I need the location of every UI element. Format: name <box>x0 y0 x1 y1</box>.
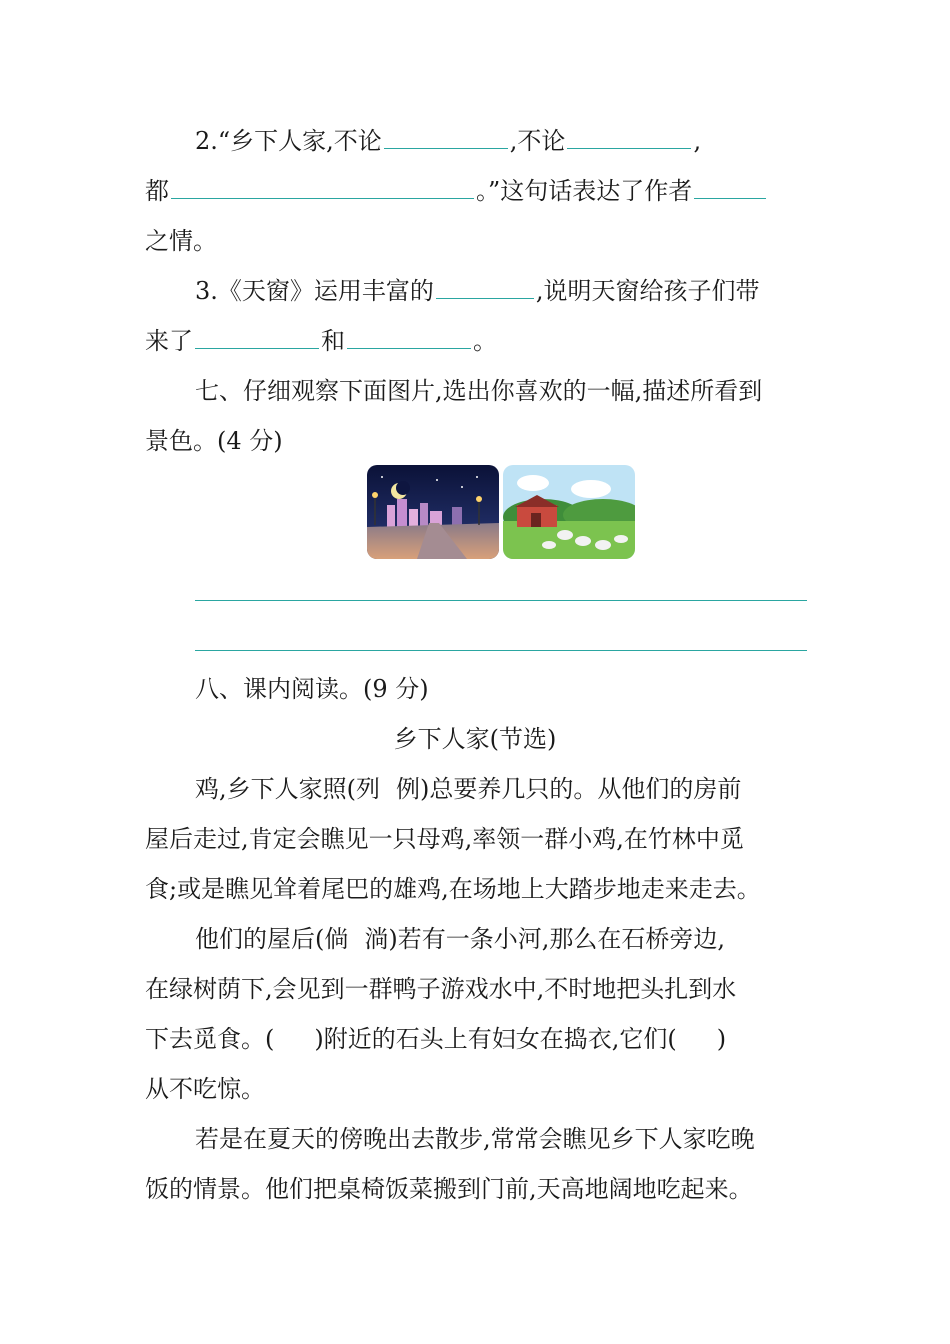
q2-blank4[interactable] <box>694 176 766 199</box>
q3-blank3[interactable] <box>347 326 471 349</box>
section8-heading: 八、课内阅读。(9 分) <box>195 675 429 703</box>
p1-line1: 鸡,乡下人家照(列 例)总要养几只的。从他们的房前 <box>195 775 742 803</box>
p2-line2: 在绿树荫下,会见到一群鸭子游戏水中,不时地把头扎到水 <box>145 975 737 1003</box>
q2-line1: 2.“乡下人家,不论 ,不论 , <box>195 127 702 155</box>
p1-line3: 食;或是瞧见耸着尾巴的雄鸡,在场地上大踏步地走来走去。 <box>145 875 761 903</box>
section7-points: 景色。(4 分) <box>145 427 283 455</box>
p3-line2: 饭的情景。他们把桌椅饭菜搬到门前,天高地阔地吃起来。 <box>145 1175 753 1203</box>
q3-blank2[interactable] <box>195 326 319 349</box>
q2-line2: 都 。”这句话表达了作者 <box>145 174 810 208</box>
q2-blank1[interactable] <box>384 126 508 149</box>
q2-blank2[interactable] <box>567 126 691 149</box>
answer-line-1[interactable] <box>195 600 807 601</box>
q3-line2: 来了 和 。 <box>145 327 497 355</box>
section7-prompt: 七、仔细观察下面图片,选出你喜欢的一幅,描述所看到 <box>195 377 763 405</box>
p3-line1: 若是在夏天的傍晚出去散步,常常会瞧见乡下人家吃晚 <box>195 1125 755 1153</box>
answer-line-2[interactable] <box>195 650 807 651</box>
night-city-image[interactable] <box>367 465 499 559</box>
passage-title: 乡下人家(节选) <box>393 725 557 753</box>
p2-line1: 他们的屋后(倘 淌)若有一条小河,那么在石桥旁边, <box>195 925 725 953</box>
farm-image[interactable] <box>503 465 635 559</box>
farm-sheep-icon <box>503 465 635 559</box>
q3-blank1[interactable] <box>436 276 534 299</box>
q3-line1: 3.《天窗》运用丰富的 ,说明天窗给孩子们带 <box>195 277 760 305</box>
q2-blank3[interactable] <box>171 176 474 199</box>
p1-line2: 屋后走过,肯定会瞧见一只母鸡,率领一群小鸡,在竹林中觅 <box>145 825 744 853</box>
q2-line3: 之情。 <box>145 227 217 255</box>
p2-line4: 从不吃惊。 <box>145 1075 265 1103</box>
p2-line3: 下去觅食。( )附近的石头上有妇女在捣衣,它们( ) <box>145 1025 727 1053</box>
night-city-icon <box>367 465 499 559</box>
